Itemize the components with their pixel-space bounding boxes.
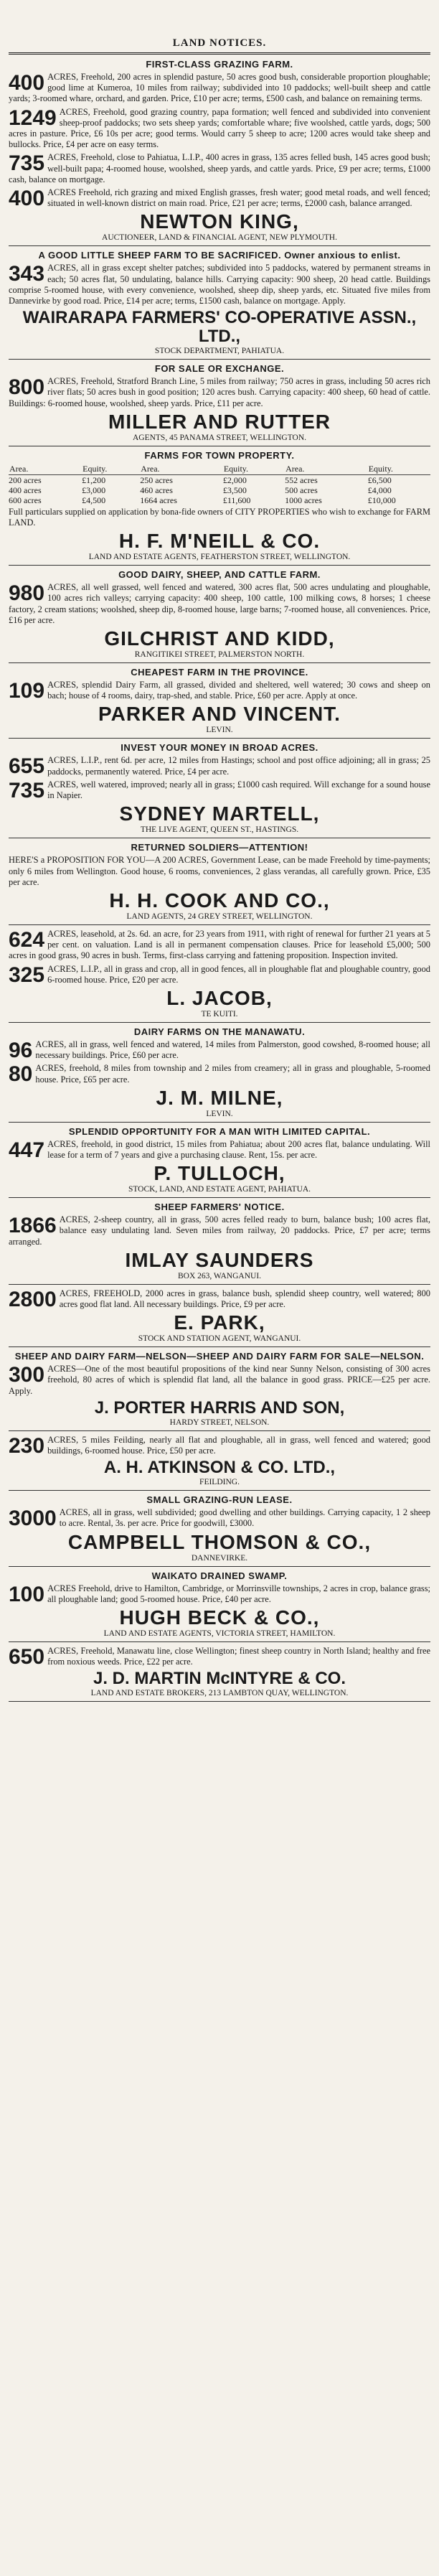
agent-name: H. H. COOK AND CO., — [109, 889, 330, 912]
agent-address: AUCTIONEER, LAND & FINANCIAL AGENT, NEW PLYMOUTH. — [102, 233, 337, 243]
listing-acreage: 447 — [9, 1138, 45, 1162]
agent-name: CAMPBELL THOMSON & CO., — [67, 1530, 372, 1553]
listing-entry — [9, 582, 430, 626]
ad-divider — [9, 565, 430, 566]
agent-name: PARKER AND VINCENT. — [98, 703, 341, 726]
listing-entry — [9, 964, 430, 985]
table-header: Area. — [285, 463, 368, 475]
agent-name: NEWTON KING, — [140, 210, 299, 233]
table-cell: 552 acres — [285, 474, 318, 485]
table-cell: £3,500 — [222, 484, 247, 495]
ad-heading: FIRST-CLASS GRAZING FARM. — [146, 59, 293, 70]
table-cell: £2,000 — [222, 474, 247, 485]
listing-text: ACRES, splendid Dairy Farm, all grassed, divided and sheltered, well watered; 30 cows and sheep on bach; house of 4 rooms, dairy, trap-shed, and stable. Price, £60 per acre. Apply at once. — [47, 680, 430, 701]
listing-acreage: 800 — [9, 375, 45, 400]
listing-acreage: 100 — [9, 1582, 45, 1606]
agent-name: E. PARK, — [174, 1311, 265, 1334]
ad-divider — [9, 245, 430, 246]
table-cell: 1000 acres — [285, 495, 322, 505]
listing-acreage: 325 — [9, 963, 45, 987]
agent-address: LAND AND ESTATE AGENTS, FEATHERSTON STREET, WELLINGTON. — [88, 553, 351, 562]
listing-entry — [9, 1214, 430, 1247]
agent-address: LAND AND ESTATE BROKERS, 213 LAMBTON QUAY, WELLINGTON. — [90, 1689, 349, 1698]
listing-entry — [9, 376, 430, 409]
agent-address: RANGITIKEI STREET, PALMERSTON NORTH. — [134, 650, 305, 660]
listing-text: ACRES, L.I.P., rent 6d. per acre, 12 miles from Hastings; school and post office adjoining; all in grass; 25 paddocks, permanently watered. Price, £4 per acre. — [47, 755, 430, 777]
land-ad — [9, 1351, 430, 1431]
agent-address: STOCK, LAND, AND ESTATE AGENT, PAHIATUA. — [128, 1185, 311, 1194]
page-title: LAND NOTICES. — [172, 37, 267, 49]
agent-name: SYDNEY MARTELL, — [119, 802, 320, 825]
farms-table — [9, 463, 430, 505]
agent-address: LAND AGENTS, 24 GREY STREET, WELLINGTON. — [126, 912, 313, 921]
listing-acreage: 624 — [9, 927, 45, 952]
listing-acreage: 400 — [9, 187, 45, 211]
listing-acreage: 1249 — [9, 106, 57, 130]
listing-acreage: 655 — [9, 754, 45, 779]
agent-address: LAND AND ESTATE AGENTS, VICTORIA STREET, HAMILTON. — [103, 1629, 336, 1638]
listing-acreage: 230 — [9, 1433, 45, 1458]
listing-entry — [9, 1039, 430, 1061]
listing-entry — [9, 779, 430, 801]
ad-divider — [9, 738, 430, 739]
table-header: Equity. — [368, 463, 430, 475]
table-cell: £6,500 — [367, 474, 392, 485]
agent-name: P. TULLOCH, — [154, 1162, 285, 1185]
listing-text: ACRES, all in grass, well subdivided; good dwelling and other buildings. Carrying capacity, 1 2 sheep to acre. Rental, 3s. per acre. Price for goodwill, £3000. — [59, 1507, 430, 1529]
listing-text: ACRES, well watered, improved; nearly all in grass; £1000 cash required. Will exchange for a sound house in Napier. — [47, 779, 430, 801]
agent-name: IMLAY SAUNDERS — [125, 1248, 314, 1271]
land-ad — [9, 1435, 430, 1491]
listing-entry — [9, 929, 430, 962]
land-ad — [9, 1126, 430, 1198]
listing-acreage: 980 — [9, 581, 45, 606]
ad-divider — [9, 1346, 430, 1347]
listing-acreage: 1866 — [9, 1214, 57, 1238]
ads-column — [9, 59, 430, 1702]
ad-divider — [9, 1022, 430, 1023]
table-cell: £10,000 — [367, 495, 396, 505]
agent-name: J. PORTER HARRIS AND SON, — [94, 1397, 345, 1418]
listing-text: ACRES, 5 miles Feilding, nearly all flat and ploughable, all in grass, well fenced and watered; good buildings, 6-roomed house. Price, £50 per acre. — [47, 1434, 430, 1456]
listing-acreage: 300 — [9, 1363, 45, 1387]
agent-address: THE LIVE AGENT, QUEEN ST., HASTINGS. — [140, 825, 299, 835]
listing-text: ACRES, 2-sheep country, all in grass, 500 acres felled ready to burn, balance bush; 100 acres flat, balance easy undulating land. Seven miles from railway, 20 paddocks. Price, £7 per acre; terms arranged. — [9, 1214, 430, 1247]
agent-name: H. F. M'NEILL & CO. — [118, 530, 321, 553]
listing-acreage: 343 — [9, 262, 45, 286]
listing-entry — [9, 1507, 430, 1529]
land-ad — [9, 250, 430, 360]
table-row — [9, 495, 430, 505]
land-ad — [9, 667, 430, 739]
agent-name: J. D. MARTIN McINTYRE & CO. — [93, 1669, 346, 1689]
listing-text: ACRES, freehold, in good district, 15 miles from Pahiatua; about 200 acres flat, balance undulating. Will lease for a term of 7 years and give a purchasing clause. Rent, 15s. per acre. — [47, 1138, 430, 1160]
listing-entry — [9, 1646, 430, 1667]
agent-name: L. JACOB, — [166, 986, 273, 1009]
agent-address: STOCK DEPARTMENT, PAHIATUA. — [154, 347, 285, 356]
land-ad — [9, 1026, 430, 1123]
listing-entry — [9, 152, 430, 185]
listing-text: ACRES, Freehold, close to Pahiatua, L.I.P., 400 acres in grass, 135 acres felled bush, 145 acres good bush; well-built papa; 4-roomed house, woolshed, sheep yards, and cattle yards. Price, £9 per acre; terms, £1000 cash, balance on mortgage. — [9, 152, 430, 184]
listing-text: ACRES Freehold, drive to Hamilton, Cambridge, or Morrinsville townships, 2 acres in crop, balance grass; all ploughable land; good 5-roomed house. Price, £40 per acre. — [47, 1583, 430, 1604]
listing-entry — [9, 1435, 430, 1456]
ad-divider — [9, 359, 430, 360]
table-header: Area. — [140, 463, 223, 475]
listing-text: ACRES, L.I.P., all in grass and crop, all in good fences, all in ploughable flat and ploughable country, good 6-roomed house. Price, £20 per acre. — [47, 963, 430, 985]
listing-entry — [9, 107, 430, 151]
ad-divider — [9, 1122, 430, 1123]
agent-name: GILCHRIST AND KIDD, — [104, 627, 335, 650]
listing-text: ACRES, FREEHOLD, 2000 acres in grass, balance bush, splendid sheep country, well watered; 800 acres good flat land. All necessary buildings. Price, £9 per acre. — [59, 1288, 430, 1309]
table-header: Equity. — [223, 463, 285, 475]
listing-text: ACRES, Freehold, Manawatu line, close Wellington; finest sheep country in North Island; healthy and free from noxious weeds. Price, £22 per acre. — [47, 1645, 430, 1667]
table-cell: 400 acres — [9, 484, 42, 495]
ad-divider — [9, 1197, 430, 1198]
listing-acreage: 109 — [9, 679, 45, 703]
ad-heading: RETURNED SOLDIERS—ATTENTION! — [131, 842, 308, 853]
table-cell: 200 acres — [9, 474, 42, 485]
listing-acreage: 650 — [9, 1644, 45, 1669]
ad-heading: SMALL GRAZING-RUN LEASE. — [146, 1494, 293, 1506]
ad-heading: GOOD DAIRY, SHEEP, AND CATTLE FARM. — [118, 569, 321, 581]
ad-divider — [9, 662, 430, 663]
ad-divider — [9, 1566, 430, 1567]
ad-heading: FOR SALE OR EXCHANGE. — [154, 363, 285, 375]
listing-acreage: 3000 — [9, 1507, 57, 1531]
listing-text: ACRES, all in grass, well fenced and watered, 14 miles from Palmerston, good cowshed, 8-roomed house; all necessary buildings. Price, £60 per acre. — [35, 1039, 430, 1061]
agent-address: FEILDING. — [199, 1478, 240, 1487]
land-ad — [9, 929, 430, 1023]
land-ad — [9, 450, 430, 566]
agent-address: HARDY STREET, NELSON. — [169, 1418, 270, 1427]
newspaper-page — [9, 0, 430, 2576]
listing-text: ACRES, leasehold, at 2s. 6d. an acre, for 23 years from 1911, with right of renewal for further 21 years at 5 per cent. on valuation. Land is all in permanent compensation clauses. Price for leasehold £5,000; 500 acres in good grass, 90 acres in bush. Terms, first-class carrying and fattening proposition. Inspection invited. — [9, 928, 430, 961]
listing-entry — [9, 72, 430, 105]
ad-note: Full particulars supplied on application by bona-fide owners of CITY PROPERTIES who wish to exchange for FARM LAND. — [9, 506, 430, 528]
land-ad — [9, 59, 430, 246]
ad-divider — [9, 1284, 430, 1285]
table-header: Equity. — [82, 463, 140, 475]
agent-address: DANNEVIRKE. — [191, 1553, 248, 1563]
agent-address: LEVIN. — [206, 726, 233, 735]
table-cell: 1664 acres — [140, 495, 177, 505]
ad-heading: DAIRY FARMS ON THE MANAWATU. — [133, 1026, 306, 1037]
listing-text: HERE'S a PROPOSITION FOR YOU—A 200 ACRES, Government Lease, can be made Freehold by time-payments; only 6 miles from Wellington. Good house, 6 rooms, conveniences, 2 glass verandas, all carefully grown. Price, £35 per acre. — [9, 855, 430, 887]
ad-heading: SPLENDID OPPORTUNITY FOR A MAN WITH LIMITED CAPITAL. — [68, 1125, 371, 1137]
land-ad — [9, 363, 430, 446]
agent-name: J. M. MILNE, — [156, 1086, 283, 1109]
land-ad — [9, 569, 430, 663]
ad-heading: WAIKATO DRAINED SWAMP. — [151, 1570, 288, 1581]
table-cell: £4,500 — [82, 495, 106, 505]
ad-divider — [9, 1430, 430, 1431]
ad-heading: SHEEP AND DAIRY FARM—NELSON—SHEEP AND DAIRY FARM FOR SALE—NELSON. — [14, 1351, 425, 1362]
ad-heading: FARMS FOR TOWN PROPERTY. — [144, 449, 295, 461]
table-header: Area. — [9, 463, 82, 475]
land-ad — [9, 842, 430, 925]
listing-text: ACRES, freehold, 8 miles from township and 2 miles from creamery; all in grass and ploughable, 5-roomed house. Price, £65 per acre. — [35, 1063, 430, 1085]
agent-name: MILLER AND RUTTER — [108, 410, 331, 433]
table-cell: £4,000 — [367, 484, 392, 495]
table-cell: £3,000 — [82, 484, 106, 495]
agent-address: STOCK AND STATION AGENT, WANGANUI. — [138, 1334, 301, 1344]
ad-heading: CHEAPEST FARM IN THE PROVINCE. — [131, 667, 308, 678]
ad-heading: INVEST YOUR MONEY IN BROAD ACRES. — [121, 742, 318, 754]
listing-text: ACRES Freehold, rich grazing and mixed English grasses, fresh water; good metal roads, and well fenced; situated in well-known district on main road. Price, £21 per acre; terms, £2000 cash, balance arranged. — [47, 187, 430, 209]
land-ad — [9, 1288, 430, 1347]
listing-entry — [9, 855, 430, 888]
listing-text: ACRES, Freehold, 200 acres in splendid pasture, 50 acres good bush, considerable proportion ploughable; good lime at Kumeroa, 10 miles from railway; subdivided into 10 paddocks; well-built sheep and cattle yards; 3-roomed whare, orchard, and garden. Price, £10 per acre; terms, £500 cash, and balance on remaining terms. — [9, 72, 430, 104]
table-cell: 600 acres — [9, 495, 42, 505]
land-ad — [9, 742, 430, 838]
ad-divider — [9, 924, 430, 925]
table-row — [9, 474, 430, 485]
table-cell: 250 acres — [140, 474, 173, 485]
listing-entry — [9, 755, 430, 777]
listing-entry — [9, 1063, 430, 1085]
agent-name: HUGH BECK & CO., — [119, 1606, 320, 1629]
table-cell: £1,200 — [82, 474, 106, 485]
listing-entry — [9, 187, 430, 209]
agent-address: BOX 263, WANGANUI. — [177, 1271, 262, 1280]
listing-acreage: 2800 — [9, 1287, 57, 1311]
ad-heading: SHEEP FARMERS' NOTICE. — [154, 1202, 285, 1213]
table-row — [9, 485, 430, 495]
land-ad — [9, 1646, 430, 1702]
title-rule — [9, 52, 430, 55]
table-cell: 500 acres — [285, 484, 318, 495]
listing-entry — [9, 680, 430, 701]
listing-text: ACRES, all well grassed, well fenced and watered, 300 acres flat, 500 acres undulating and ploughable, 100 acres rich valleys; carrying capacity: 400 sheep, 100 cattle, 100 milking cows, 8 horses; 1 cheese factory, 2 cream stations; woolshed, sheep dip, 8-roomed house, large barns; 7-roomed house, all conveniences. Price, £16 per acre. — [9, 582, 430, 625]
listing-text: ACRES, Freehold, good grazing country, papa formation; well fenced and subdivided into convenient sheep-proof paddocks; two sets sheep yards; comfortable whare; five woolshed, cattle yards, dogs; 500 acres in pasture. Price, £6 10s per acre; good terms. Would carry 5 sheep to acre; 1200 acres would take sheep and bullocks. Price, £4 per acre on easy terms. — [9, 106, 430, 150]
listing-acreage: 735 — [9, 151, 45, 176]
agent-address: AGENTS, 45 PANAMA STREET, WELLINGTON. — [132, 433, 307, 442]
listing-acreage: 96 — [9, 1038, 33, 1062]
agent-name: A. H. ATKINSON & CO. LTD., — [103, 1458, 336, 1478]
listing-acreage: 735 — [9, 778, 45, 802]
listing-text: ACRES, all in grass except shelter patches; subdivided into 5 paddocks, watered by permanent streams in each; 50 acres flat, 50 undulating, balance hills. Carrying capacity: 900 sheep, 20 head cattle. Buildings comprise 5-roomed house, with every convenience, woolshed, sheep dip, sheep yards, etc. Situated five miles from Dannevirke by good road. Price, £14 per acre; terms, £1500 cash, balance on mortgage. Apply. — [9, 263, 430, 306]
agent-address: LEVIN. — [206, 1109, 233, 1118]
listing-entry — [9, 1583, 430, 1605]
listing-entry — [9, 263, 430, 306]
ad-divider — [9, 1641, 430, 1642]
table-cell: £11,600 — [222, 495, 251, 505]
listing-entry — [9, 1139, 430, 1161]
listing-acreage: 80 — [9, 1062, 33, 1087]
listing-acreage: 400 — [9, 71, 45, 95]
listing-text: ACRES, Freehold, Stratford Branch Line, 5 miles from railway; 750 acres in grass, including 50 acres rich river flats; 50 acres bush in good position; 120 acres bush. Carrying capacity: 400 sheep, 60 head of cattle. Buildings: 6-roomed house, woolshed, sheep yards. Price, £11 per acre. — [9, 376, 430, 408]
land-ad — [9, 1494, 430, 1566]
land-ad — [9, 1202, 430, 1285]
listing-entry — [9, 1364, 430, 1397]
land-ad — [9, 1570, 430, 1642]
listing-text: ACRES—One of the most beautiful propositions of the kind near Sunny Nelson, consisting of 300 acres freehold, 80 acres of which is splendid flat land, all the balance in good grass. PRICE—£25 per acre. Apply. — [9, 1364, 430, 1396]
ad-divider — [9, 1490, 430, 1491]
ad-divider — [9, 1701, 430, 1702]
ad-heading: A GOOD LITTLE SHEEP FARM TO BE SACRIFICED. Owner anxious to enlist. — [38, 250, 401, 261]
listing-entry — [9, 1288, 430, 1310]
table-cell: 460 acres — [140, 484, 173, 495]
agent-address: TE KUITI. — [201, 1009, 238, 1018]
agent-name: WAIRARAPA FARMERS' CO-OPERATIVE ASSN., LTD., — [22, 308, 417, 347]
